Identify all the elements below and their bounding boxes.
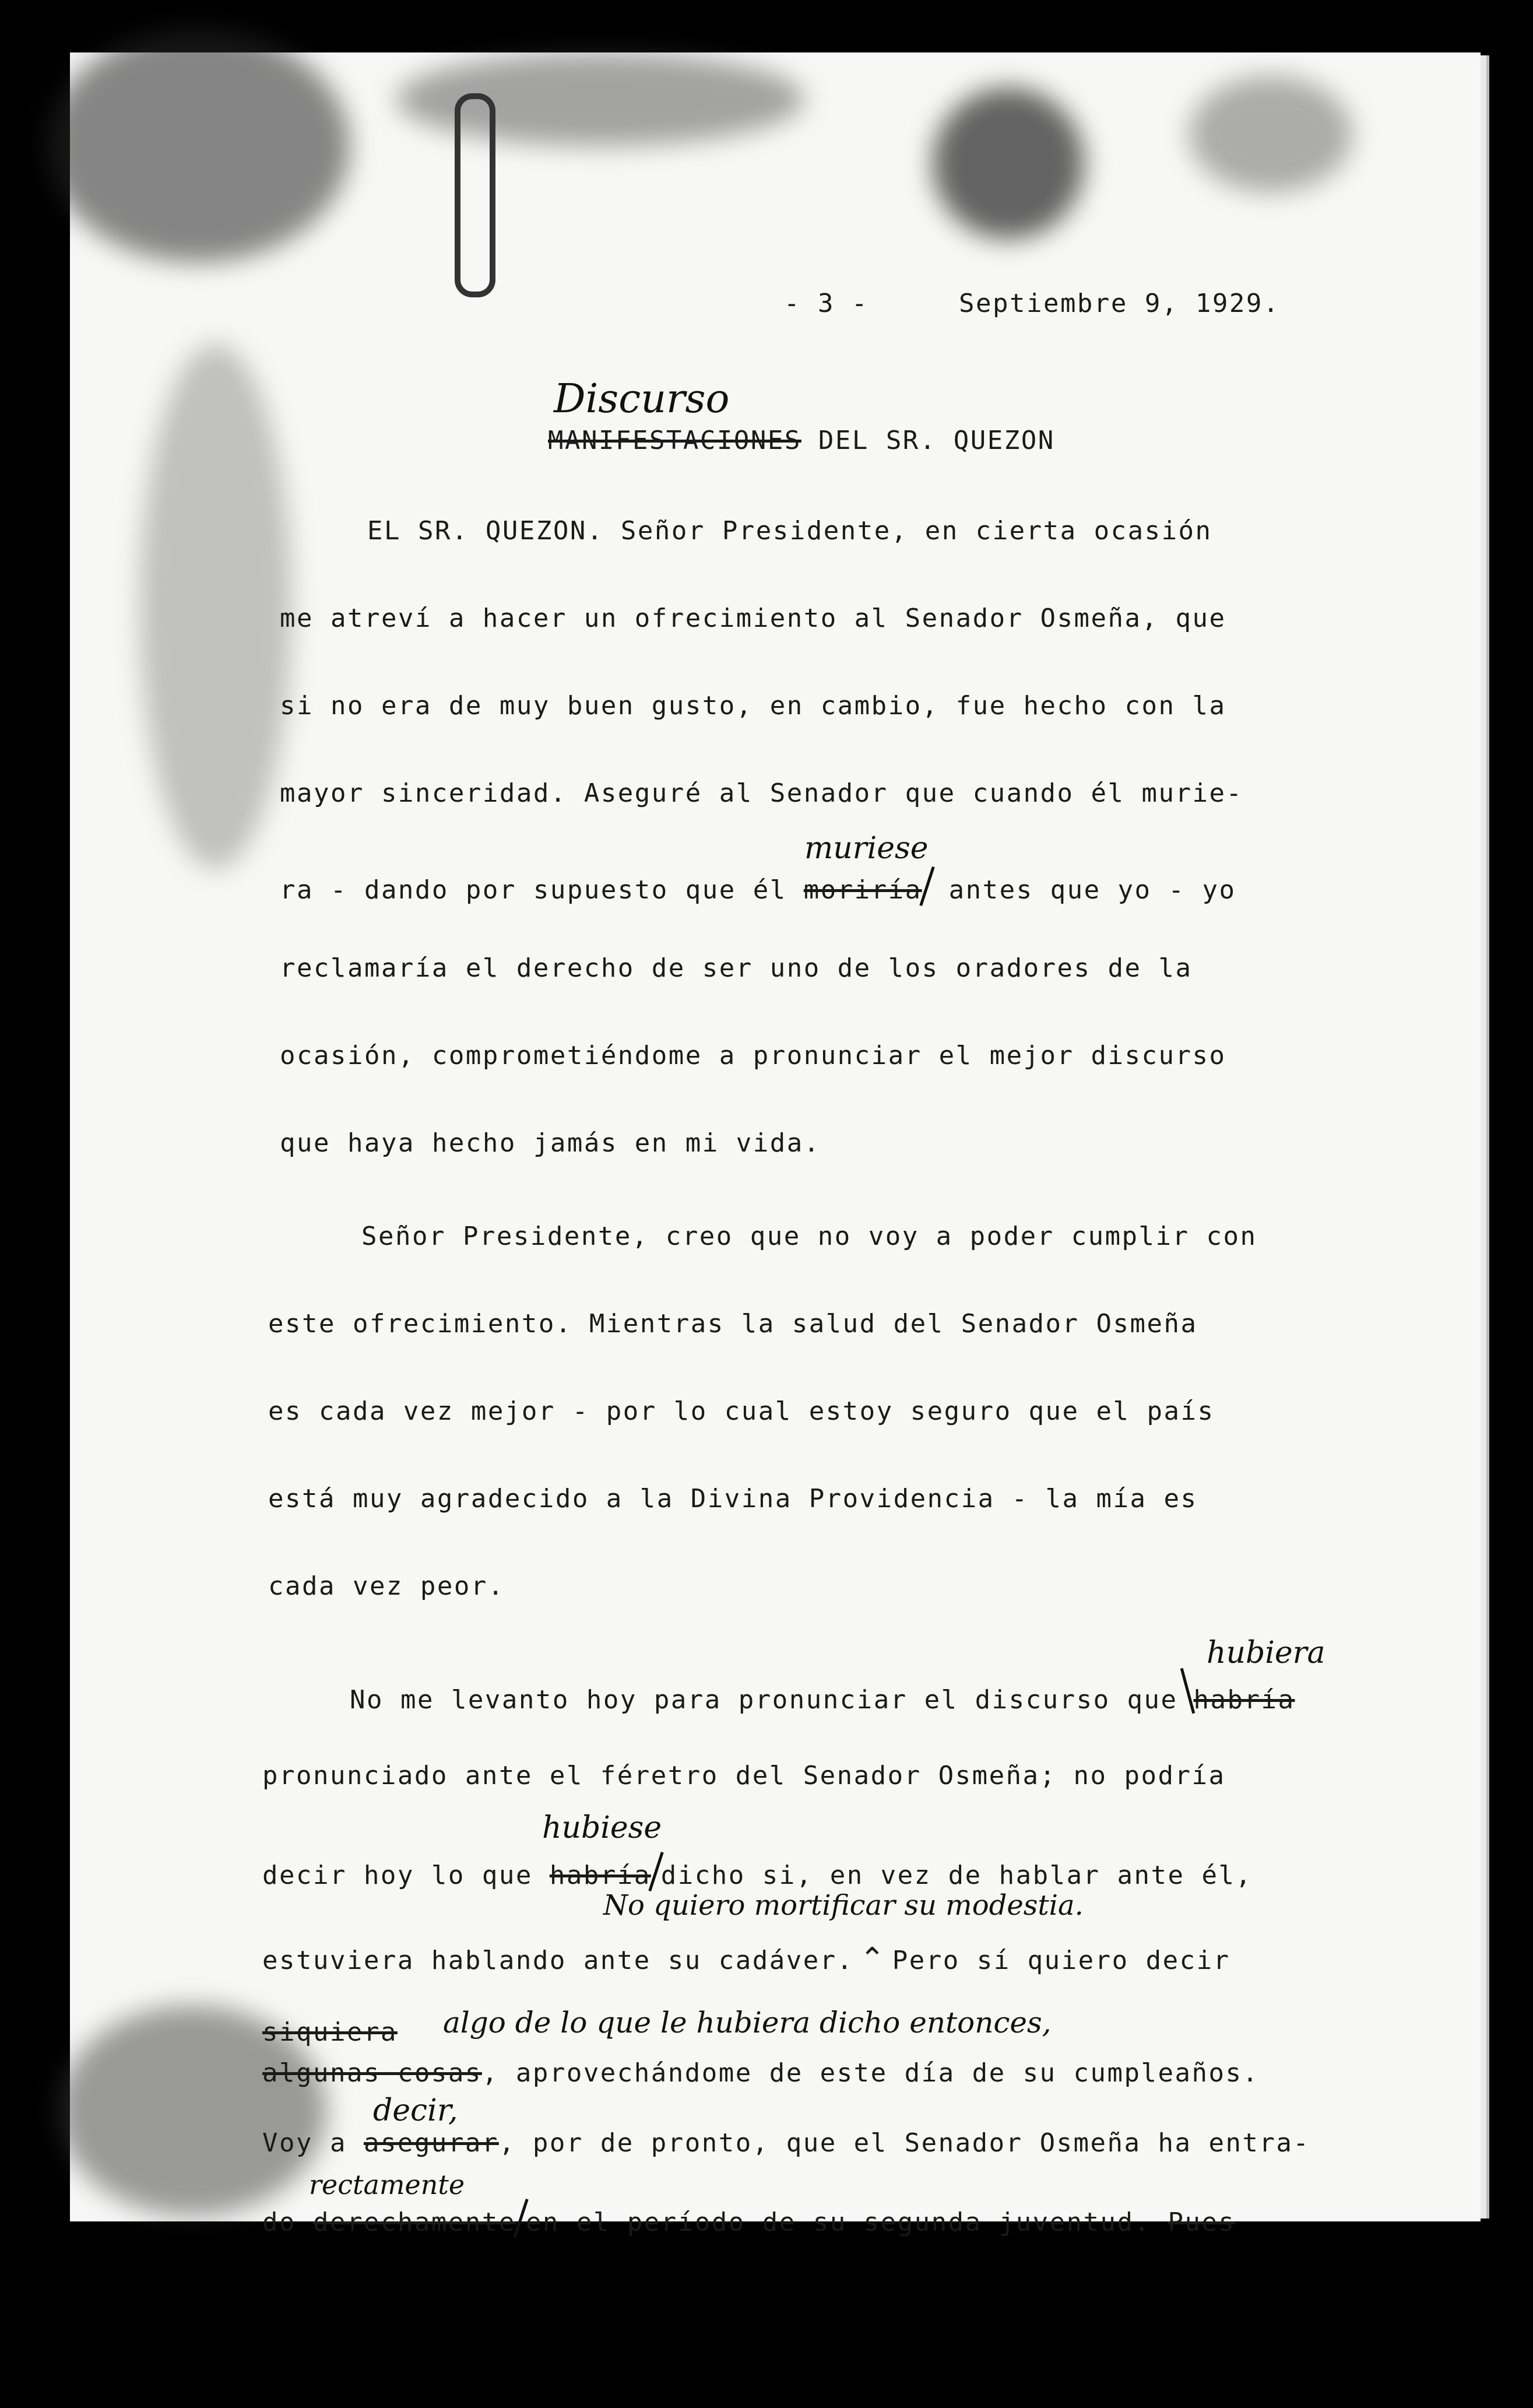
handwritten-insert: decir,: [373, 2093, 458, 2128]
struck-title-word: MANIFESTACIONES: [548, 426, 801, 455]
ink-stain: [933, 87, 1084, 239]
handwritten-insert: muriese: [804, 831, 929, 866]
document-page: [70, 52, 1481, 2237]
struck-word: habría: [549, 1861, 651, 1890]
body-line: Señor Presidente, creo que no voy a poder cumplir con: [361, 1221, 1257, 1251]
handwritten-insert: No quiero mortificar su modestia.: [603, 1889, 1084, 1922]
struck-word: moriría: [803, 875, 922, 905]
struck-word: siquiera: [262, 2017, 398, 2047]
handwritten-insert: hubiera: [1207, 1635, 1325, 1670]
ink-stain: [47, 29, 350, 262]
struck-word: habría: [1193, 1685, 1295, 1715]
body-line: que haya hecho jamás en mi vida.: [280, 1128, 821, 1158]
body-line: do derechamente en el período de su segunda juventud. Pues: [262, 2198, 1235, 2239]
speaker-label: EL SR. QUEZON.: [367, 516, 604, 546]
ink-stain: [140, 344, 291, 869]
struck-word: asegurar: [363, 2128, 499, 2158]
body-line: No me levanto hoy para pronunciar el discurso que habría: [350, 1668, 1295, 1715]
body-line: reclamaría el derecho de ser uno de los oradores de la: [280, 953, 1193, 983]
body-line: mayor sinceridad. Aseguré al Senador que cuando él murie-: [280, 778, 1243, 808]
struck-word: Pues: [1168, 2207, 1236, 2237]
title-rest: DEL SR. QUEZON: [818, 426, 1055, 455]
ink-stain: [1189, 76, 1352, 192]
insertion-caret: ⌃: [859, 1942, 887, 1977]
body-line: algunas cosas, aprovechándome de este día de su cumpleaños.: [262, 2058, 1260, 2088]
struck-word: derechamente: [312, 2207, 516, 2237]
document-title: [548, 426, 1055, 455]
handwritten-insert: rectamente: [309, 2169, 465, 2200]
handwritten-title-insert: Discurso: [554, 376, 730, 422]
body-line: Voy a asegurar, por de pronto, que el Senador Osmeña ha entra-: [262, 2128, 1310, 2158]
body-line: decir hoy lo que habría dicho si, en vez de hablar ante él,: [262, 1851, 1252, 1892]
body-line: este ofrecimiento. Mientras la salud del Senador Osmeña: [268, 1309, 1198, 1339]
body-line: está muy agradecido a la Divina Providencia - la mía es: [268, 1484, 1198, 1514]
body-line: cada vez peor.: [268, 1571, 505, 1601]
page-number: - 3 -: [784, 289, 869, 318]
body-line: [262, 2017, 398, 2047]
body-line: si no era de muy buen gusto, en cambio, fue hecho con la: [280, 691, 1226, 721]
struck-word: algunas cosas: [262, 2058, 482, 2088]
body-line: pronunciado ante el féretro del Senador Osmeña; no podría: [262, 1761, 1226, 1791]
paperclip-shadow: [455, 93, 495, 297]
document-date: Septiembre 9, 1929.: [959, 289, 1280, 318]
body-line: ra - dando por supuesto que él moriría antes que yo - yo: [280, 866, 1236, 907]
body-line: es cada vez mejor - por lo cual estoy seguro que el país: [268, 1396, 1215, 1426]
body-line: estuviera hablando ante su cadáver. ⌃ Pero sí quiero decir: [262, 1942, 1230, 1977]
insertion-slash: [1180, 1668, 1195, 1714]
body-line: me atreví a hacer un ofrecimiento al Senador Osmeña, que: [280, 603, 1226, 633]
handwritten-insert: hubiese: [542, 1810, 662, 1845]
handwritten-insert: algo de lo que le hubiera dicho entonces,: [443, 2006, 1052, 2040]
body-line: ocasión, comprometiéndome a pronunciar el mejor discurso: [280, 1041, 1226, 1070]
body-line: EL SR. QUEZON. Señor Presidente, en cierta ocasión: [367, 516, 1212, 546]
